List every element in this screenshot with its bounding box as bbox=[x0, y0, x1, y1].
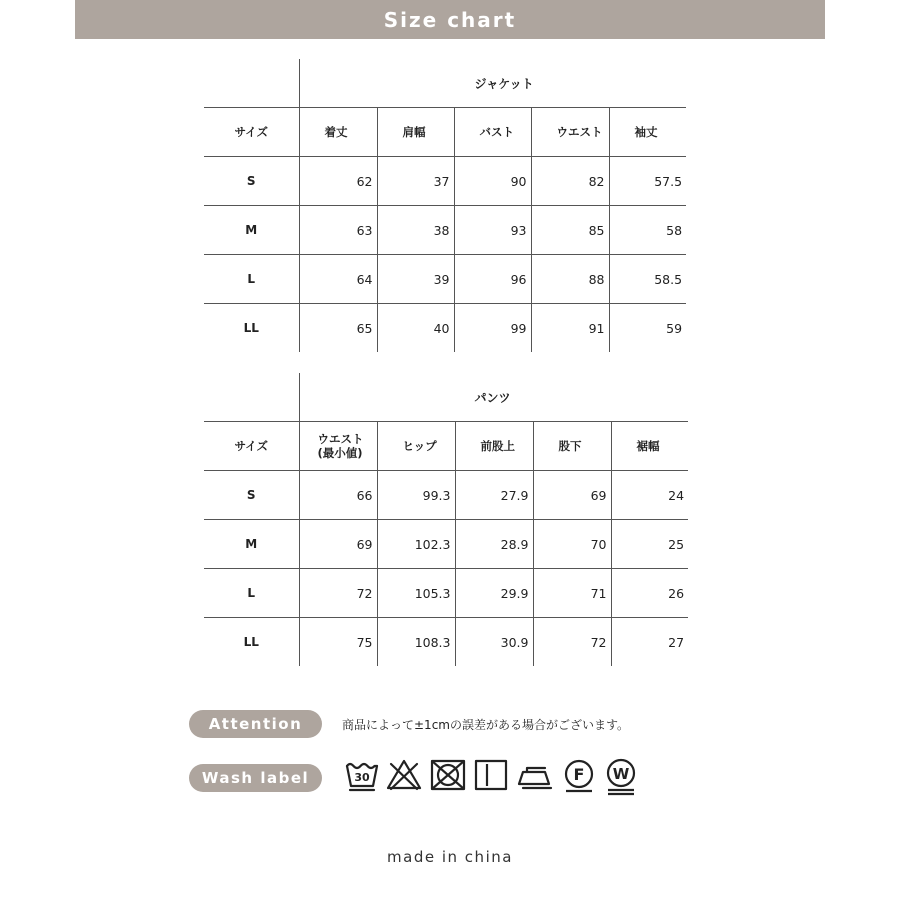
pants-title: パンツ bbox=[299, 373, 688, 422]
no-bleach-icon bbox=[385, 758, 423, 792]
value-cell: 62 bbox=[299, 157, 377, 206]
wash-temp-label: 30 bbox=[354, 771, 370, 784]
value-cell: 108.3 bbox=[377, 618, 455, 667]
column-header: ヒップ bbox=[377, 422, 455, 471]
size-cell: M bbox=[204, 206, 299, 255]
value-cell: 57.5 bbox=[609, 157, 686, 206]
value-cell: 69 bbox=[299, 520, 377, 569]
size-cell: LL bbox=[204, 304, 299, 353]
column-header bbox=[299, 422, 377, 471]
size-column-header: サイズ bbox=[204, 422, 299, 471]
value-cell: 65 bbox=[299, 304, 377, 353]
size-cell: S bbox=[204, 157, 299, 206]
column-header-line1: ウエスト bbox=[317, 432, 364, 446]
value-cell: 63 bbox=[299, 206, 377, 255]
size-cell: M bbox=[204, 520, 299, 569]
value-cell: 37 bbox=[377, 157, 454, 206]
table-row bbox=[204, 471, 688, 520]
value-cell: 30.9 bbox=[455, 618, 533, 667]
wet-clean-w-icon bbox=[603, 758, 639, 796]
column-header: バスト bbox=[454, 108, 531, 157]
value-cell: 88 bbox=[531, 255, 609, 304]
no-tumble-dry-icon bbox=[429, 758, 467, 792]
column-header: 裾幅 bbox=[611, 422, 688, 471]
table-row bbox=[204, 206, 686, 255]
value-cell: 27.9 bbox=[455, 471, 533, 520]
value-cell: 27 bbox=[611, 618, 688, 667]
size-cell: LL bbox=[204, 618, 299, 667]
column-header-line2: (最小値) bbox=[317, 446, 363, 460]
column-header: 肩幅 bbox=[377, 108, 454, 157]
wash-tub-30-icon bbox=[345, 758, 379, 794]
value-cell: 93 bbox=[454, 206, 531, 255]
value-cell: 25 bbox=[611, 520, 688, 569]
value-cell: 28.9 bbox=[455, 520, 533, 569]
value-cell: 66 bbox=[299, 471, 377, 520]
column-header: 股下 bbox=[533, 422, 611, 471]
size-cell: L bbox=[204, 569, 299, 618]
table-row bbox=[204, 569, 688, 618]
value-cell: 39 bbox=[377, 255, 454, 304]
pants-size-table bbox=[204, 373, 688, 666]
attention-text: 商品によって±1cmの誤差がある場合がございます。 bbox=[342, 718, 630, 732]
size-chart-title: Size chart bbox=[383, 7, 517, 32]
value-cell: 99 bbox=[454, 304, 531, 353]
value-cell: 59 bbox=[609, 304, 686, 353]
value-cell: 105.3 bbox=[377, 569, 455, 618]
table-row bbox=[204, 304, 686, 353]
value-cell: 91 bbox=[531, 304, 609, 353]
iron-low-icon bbox=[515, 758, 555, 792]
origin-text: made in china bbox=[387, 848, 513, 866]
pants-title-row bbox=[204, 373, 688, 422]
value-cell: 72 bbox=[299, 569, 377, 618]
column-header: 袖丈 bbox=[609, 108, 686, 157]
value-cell: 99.3 bbox=[377, 471, 455, 520]
wash-label-badge bbox=[189, 764, 322, 792]
value-cell: 24 bbox=[611, 471, 688, 520]
value-cell: 64 bbox=[299, 255, 377, 304]
table-row bbox=[204, 157, 686, 206]
table-row bbox=[204, 520, 688, 569]
value-cell: 90 bbox=[454, 157, 531, 206]
value-cell: 26 bbox=[611, 569, 688, 618]
value-cell: 40 bbox=[377, 304, 454, 353]
value-cell: 82 bbox=[531, 157, 609, 206]
value-cell: 71 bbox=[533, 569, 611, 618]
value-cell: 58.5 bbox=[609, 255, 686, 304]
jacket-size-table bbox=[204, 59, 686, 352]
value-cell: 69 bbox=[533, 471, 611, 520]
column-header: 着丈 bbox=[299, 108, 377, 157]
value-cell: 29.9 bbox=[455, 569, 533, 618]
value-cell: 38 bbox=[377, 206, 454, 255]
jacket-title: ジャケット bbox=[299, 59, 686, 108]
value-cell: 58 bbox=[609, 206, 686, 255]
column-header: 前股上 bbox=[455, 422, 533, 471]
wet-clean-letter: W bbox=[612, 765, 630, 783]
attention-label: Attention bbox=[208, 715, 303, 733]
pants-header-row bbox=[204, 422, 688, 471]
attention-badge bbox=[189, 710, 322, 738]
dry-clean-f-icon bbox=[561, 758, 597, 794]
value-cell: 75 bbox=[299, 618, 377, 667]
wash-icons bbox=[345, 758, 639, 796]
value-cell: 102.3 bbox=[377, 520, 455, 569]
value-cell: 85 bbox=[531, 206, 609, 255]
size-cell: L bbox=[204, 255, 299, 304]
line-dry-icon bbox=[473, 758, 509, 792]
table-row bbox=[204, 618, 688, 667]
wash-label-text: Wash label bbox=[201, 769, 310, 787]
size-cell: S bbox=[204, 471, 299, 520]
dry-clean-letter: F bbox=[573, 765, 585, 784]
size-column-header: サイズ bbox=[204, 108, 299, 157]
value-cell: 70 bbox=[533, 520, 611, 569]
jacket-header-row bbox=[204, 108, 686, 157]
jacket-title-row bbox=[204, 59, 686, 108]
column-header: ウエスト bbox=[531, 108, 609, 157]
size-chart-header bbox=[75, 0, 825, 39]
value-cell: 72 bbox=[533, 618, 611, 667]
value-cell: 96 bbox=[454, 255, 531, 304]
table-row bbox=[204, 255, 686, 304]
